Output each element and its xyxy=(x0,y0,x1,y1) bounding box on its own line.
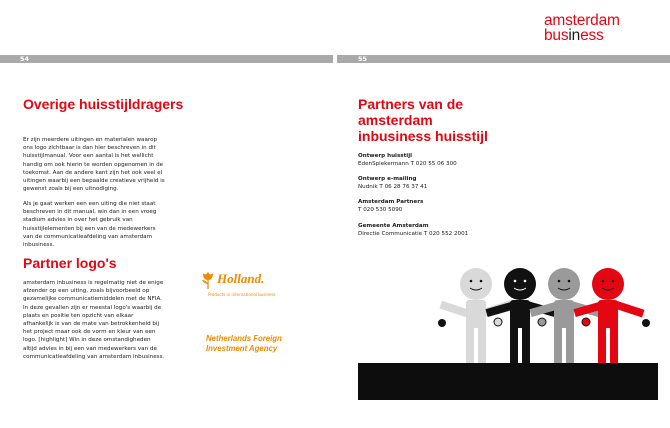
heading-partners-huisstijl: Partners van de amsterdam inbusiness huisstijl xyxy=(358,96,488,144)
heading-overige-huisstijldragers: Overige huisstijldragers xyxy=(23,96,184,112)
page-number-left: 54 xyxy=(20,55,30,63)
contact-gemeente-amsterdam: Gemeente Amsterdam Directie Communicatie T 020 552 2001 xyxy=(358,223,469,237)
paragraph-overige-1: Er zijn meerdere uitingen en materialen waarop ons logo zichtbaar is dan hier beschreven in dit huisstijlmanual. Voor een aantal is het wellicht handig om ook hierin te worden opgenomen in de toekomst. Aan de andere kant zijn het ook veel el uitingen waarbij een bepaalde creatieve vrijheid is gewenst zoals bij een uitnodiging. xyxy=(23,137,165,193)
nfia-line2: Investment Agency xyxy=(206,344,278,353)
paragraph-overige-2: Als je gaat werken een een uiting die niet staat beschreven in dit manual, win dan in een vroeg stadium advies in over het gebruik van huisstijlelementen bij een van de medewerkers van de communicatieafdeling van amsterdam inbusiness. xyxy=(23,201,157,249)
contact-ontwerp-huisstijl: Ontwerp huisstijl EdenSpiekermann T 020 55 06 300 xyxy=(358,153,457,167)
page-header-bar-right xyxy=(337,55,670,63)
ground-bar xyxy=(358,363,658,400)
paragraph-partner-logos: amsterdam inbusiness is regelmatig niet de enige afzender op een uiting, zoals bijvoorbeeld op gezamelijke communicatiemiddelen met de NFIA. In deze gevallen zijn er meestal logo's waarbij de plaats en positie ten opzicht van elkaar afhankelijk is van de mate van betrokkenheid bij het project maar ook de vorm en kleur van een logo. [highlight] Win in deze omstandigheden altijd advies in bij een van medewerkers van de communicatieafdeling van amsterdam inbusiness. xyxy=(23,280,165,360)
heading-partner-logos: Partner logo's xyxy=(23,255,117,271)
figure-mid-grey xyxy=(529,268,600,363)
nfia-line1: Netherlands Foreign xyxy=(206,334,282,343)
holland-logo xyxy=(200,270,310,300)
nfia-logo xyxy=(206,334,282,354)
holland-wordmark: Holland. xyxy=(217,271,265,286)
holland-tagline: Products in international business xyxy=(208,292,276,297)
contact-ontwerp-emailing: Ontwerp e-mailing Nudnik T 06 28 76 37 41 xyxy=(358,176,428,190)
figure-black xyxy=(485,268,556,363)
amsterdam-inbusiness-logo xyxy=(544,13,654,43)
contact-amsterdam-partners: Amsterdam Partners T 020 530 5090 xyxy=(358,199,424,213)
logo-line2: business xyxy=(544,27,604,44)
figure-red xyxy=(573,268,644,363)
figure-light-grey xyxy=(439,268,512,363)
tulip-icon xyxy=(200,270,216,290)
page-header-bar-left xyxy=(0,55,333,63)
page-number-right: 55 xyxy=(358,55,368,63)
four-figures-illustration xyxy=(358,265,658,400)
logo-line1: amsterdam xyxy=(544,12,620,29)
